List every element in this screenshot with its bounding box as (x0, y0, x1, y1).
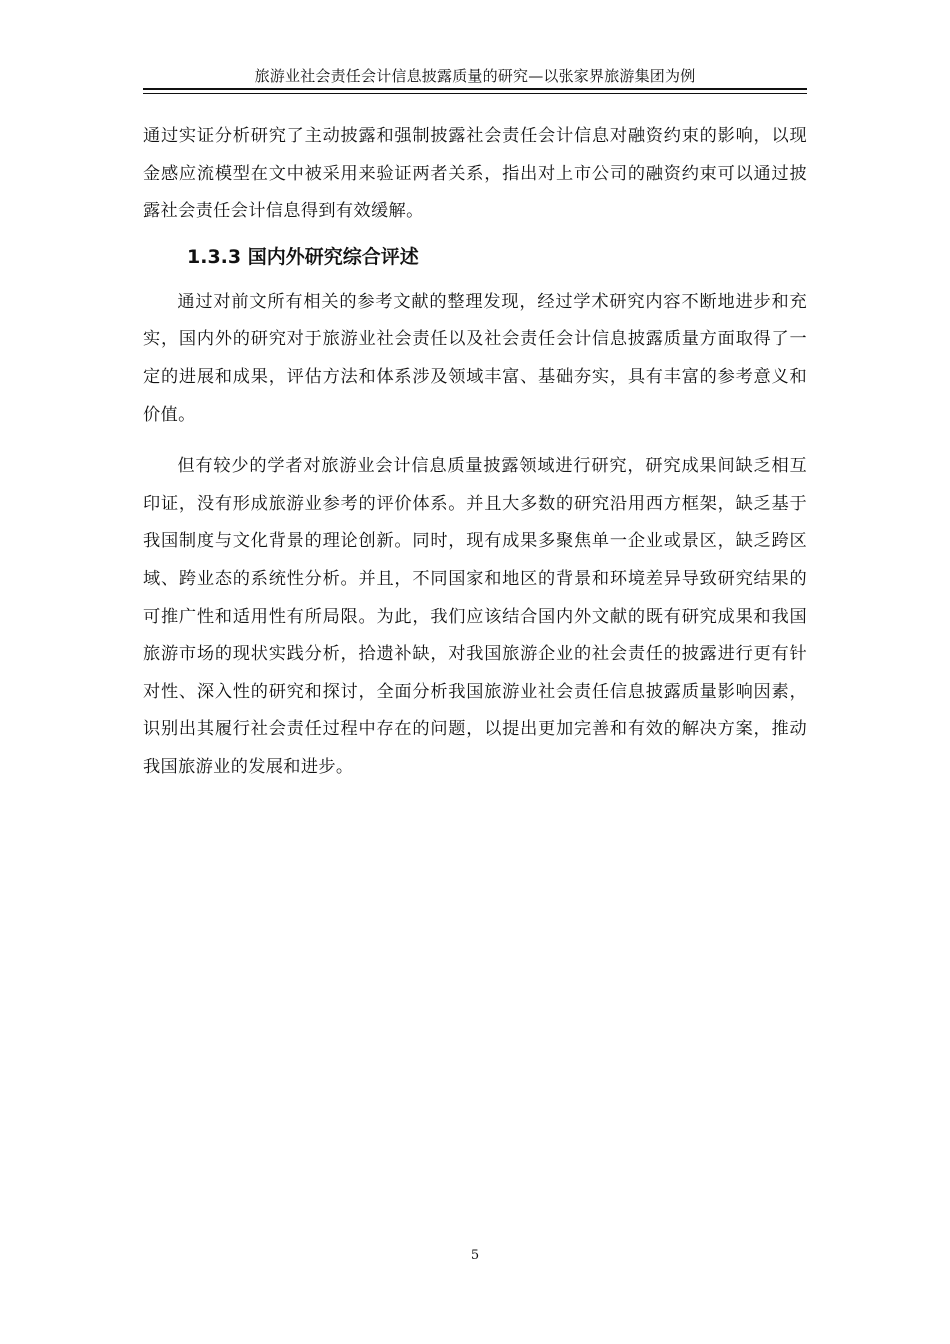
header-rule-thin (143, 93, 807, 94)
paragraph-review-2: 但有较少的学者对旅游业会计信息质量披露领域进行研究，研究成果间缺乏相互印证，没有形成旅游业参考的评价体系。并且大多数的研究沿用西方框架，缺乏基于我国制度与文化背景的理论创新。同时，现有成果多聚焦单一企业或景区，缺乏跨区域、跨业态的系统性分析。并且，不同国家和地区的背景和环境差异导致研究结果的可推广性和适用性有所局限。为此，我们应该结合国内外文献的既有研究成果和我国旅游市场的现状实践分析，拾遗补缺，对我国旅游企业的社会责任的披露进行更有针对性、深入性的研究和探讨，全面分析我国旅游业社会责任信息披露质量影响因素，识别出其履行社会责任过程中存在的问题，以提出更加完善和有效的解决方案，推动我国旅游业的发展和进步。 (143, 456, 807, 777)
paragraph-continued: 通过实证分析研究了主动披露和强制披露社会责任会计信息对融资约束的影响，以现金感应流模型在文中被采用来验证两者关系，指出对上市公司的融资约束可以通过披露社会责任会计信息得到有效缓解。 (143, 126, 807, 222)
header-rule-thick (143, 88, 807, 90)
running-header: 旅游业社会责任会计信息披露质量的研究—以张家界旅游集团为例 (254, 67, 696, 85)
paragraph-gap (143, 434, 807, 448)
body-text (143, 118, 807, 787)
page-number: 5 (470, 1248, 480, 1263)
section-heading: 1.3.3 国内外研究综合评述 (187, 245, 419, 268)
paragraph-review-1: 通过对前文所有相关的参考文献的整理发现，经过学术研究内容不断地进步和充实，国内外的研究对于旅游业社会责任以及社会责任会计信息披露质量方面取得了一定的进展和成果，评估方法和体系涉及领域丰富、基础夯实，具有丰富的参考意义和价值。 (143, 291, 807, 425)
